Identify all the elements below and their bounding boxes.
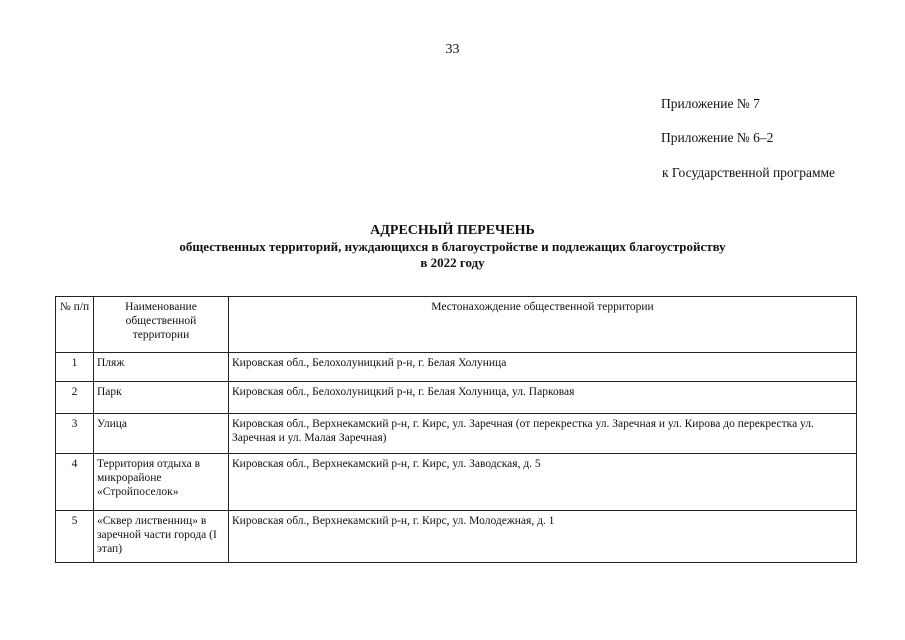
territory-registry-table [55,296,857,563]
table-row [56,511,857,563]
table-row [56,414,857,454]
appendix-line-1: Приложение № 7 [661,96,760,111]
row-number: 2 [56,382,94,414]
table-row [56,454,857,511]
table-header-row [56,297,857,353]
page-number: 33 [445,42,460,57]
row-territory-name: Улица [94,414,229,454]
document-title-block [0,222,905,271]
row-number: 5 [56,511,94,563]
header-number: № п/п [56,297,94,353]
row-territory-name: Парк [94,382,229,414]
row-number: 1 [56,353,94,382]
row-number: 4 [56,454,94,511]
row-territory-name: Пляж [94,353,229,382]
row-location: Кировская обл., Белохолуницкий р-н, г. Белая Холуница, ул. Парковая [229,382,857,414]
header-location: Местонахождение общественной территории [229,297,857,353]
row-location: Кировская обл., Белохолуницкий р-н, г. Белая Холуница [229,353,857,382]
row-location: Кировская обл., Верхнекамский р-н, г. Кирс, ул. Заводская, д. 5 [229,454,857,511]
row-number: 3 [56,414,94,454]
row-location: Кировская обл., Верхнекамский р-н, г. Кирс, ул. Заречная (от перекрестка ул. Заречная и ул. Кирова до перекрестка ул. Заречная и ул. Малая Заречная) [229,414,857,454]
document-subtitle-line-2: в 2022 году [420,255,485,270]
appendix-line-2: Приложение № 6–2 [661,130,774,145]
table-row [56,353,857,382]
row-location: Кировская обл., Верхнекамский р-н, г. Кирс, ул. Молодежная, д. 1 [229,511,857,563]
table-row [56,382,857,414]
header-territory-name: Наименование общественной территории [94,297,229,353]
row-territory-name: Территория отдыха в микрорайоне «Стройпоселок» [94,454,229,511]
appendix-line-3: к Государственной программе [662,165,836,180]
document-title: АДРЕСНЫЙ ПЕРЕЧЕНЬ [370,223,535,238]
document-subtitle-line-1: общественных территорий, нуждающихся в благоустройстве и подлежащих благоустройству [179,239,726,254]
row-territory-name: «Сквер лиственниц» в заречной части города (I этап) [94,511,229,563]
